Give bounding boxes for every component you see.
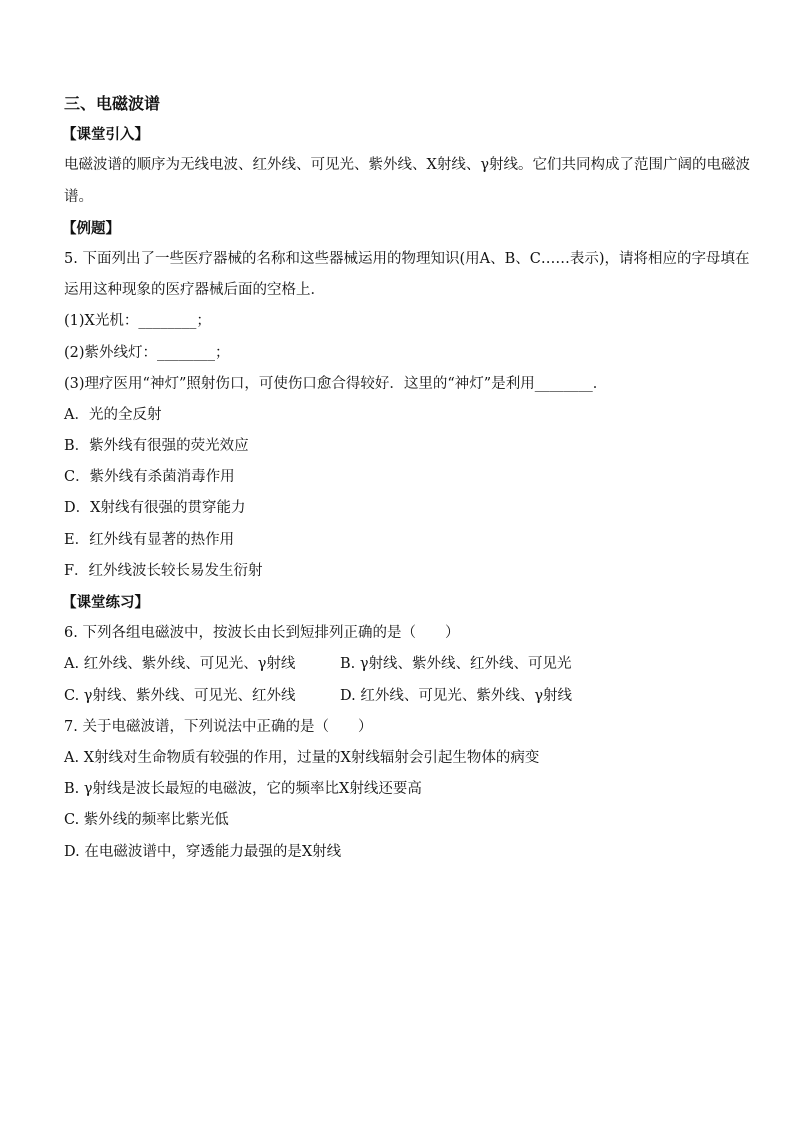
question-6-options-row2 (64, 681, 754, 712)
question-6-stem: 6. 下列各组电磁波中，按波长由长到短排列正确的是（ ） (64, 625, 460, 642)
question-5-option-b: B．紫外线有很强的荧光效应 (64, 438, 249, 455)
question-5-option-c: C．紫外线有杀菌消毒作用 (64, 469, 235, 486)
question-6-option-b: B. γ射线、紫外线、红外线、可见光 (340, 656, 572, 673)
question-7-option-c: C. 紫外线的频率比紫光低 (64, 812, 229, 829)
question-6-option-a: A. 红外线、紫外线、可见光、γ射线 (64, 656, 296, 673)
intro-tag: 【课堂引入】 (62, 126, 149, 144)
intro-text-line1: 电磁波谱的顺序为无线电波、红外线、可见光、紫外线、X射线、γ射线。它们共同构成了范围广阔的电磁波 (64, 157, 750, 174)
question-5-option-e: E．红外线有显著的热作用 (64, 531, 235, 548)
question-7-stem: 7. 关于电磁波谱，下列说法中正确的是（ ） (64, 718, 373, 735)
question-5-sub3: (3)理疗医用“神灯”照射伤口，可使伤口愈合得较好．这里的“神灯”是利用________． (64, 375, 608, 392)
question-6-option-c: C. γ射线、紫外线、可见光、红外线 (64, 687, 296, 704)
section-title: 三、电磁波谱 (64, 94, 161, 113)
question-7-option-d: D. 在电磁波谱中，穿透能力最强的是X射线 (64, 843, 342, 860)
question-5-stem-line2: 运用这种现象的医疗器械后面的空格上． (64, 282, 325, 299)
question-6-option-d: D. 红外线、可见光、紫外线、γ射线 (340, 687, 572, 704)
example-tag: 【例题】 (62, 219, 120, 237)
question-5-stem-line1: 5. 下面列出了一些医疗器械的名称和这些器械运用的物理知识(用A、B、C……表示)，请将相应的字母填在 (64, 250, 750, 267)
practice-tag: 【课堂练习】 (62, 594, 149, 611)
question-5-option-d: D．X射线有很强的贯穿能力 (64, 500, 246, 517)
question-5-sub1: (1)X光机：________； (64, 313, 211, 330)
question-6-options-row1 (64, 649, 754, 680)
question-7-option-a: A. X射线对生命物质有较强的作用，过量的X射线辐射会引起生物体的病变 (64, 749, 540, 766)
question-5-option-f: F．红外线波长较长易发生衍射 (64, 562, 263, 579)
question-7-option-b: B. γ射线是波长最短的电磁波，它的频率比X射线还要高 (64, 781, 422, 798)
question-5-sub2: (2)紫外线灯：________； (64, 344, 230, 361)
intro-text-line2: 谱。 (64, 188, 93, 205)
question-5-option-a: A．光的全反射 (64, 406, 162, 423)
document-page (64, 88, 754, 868)
